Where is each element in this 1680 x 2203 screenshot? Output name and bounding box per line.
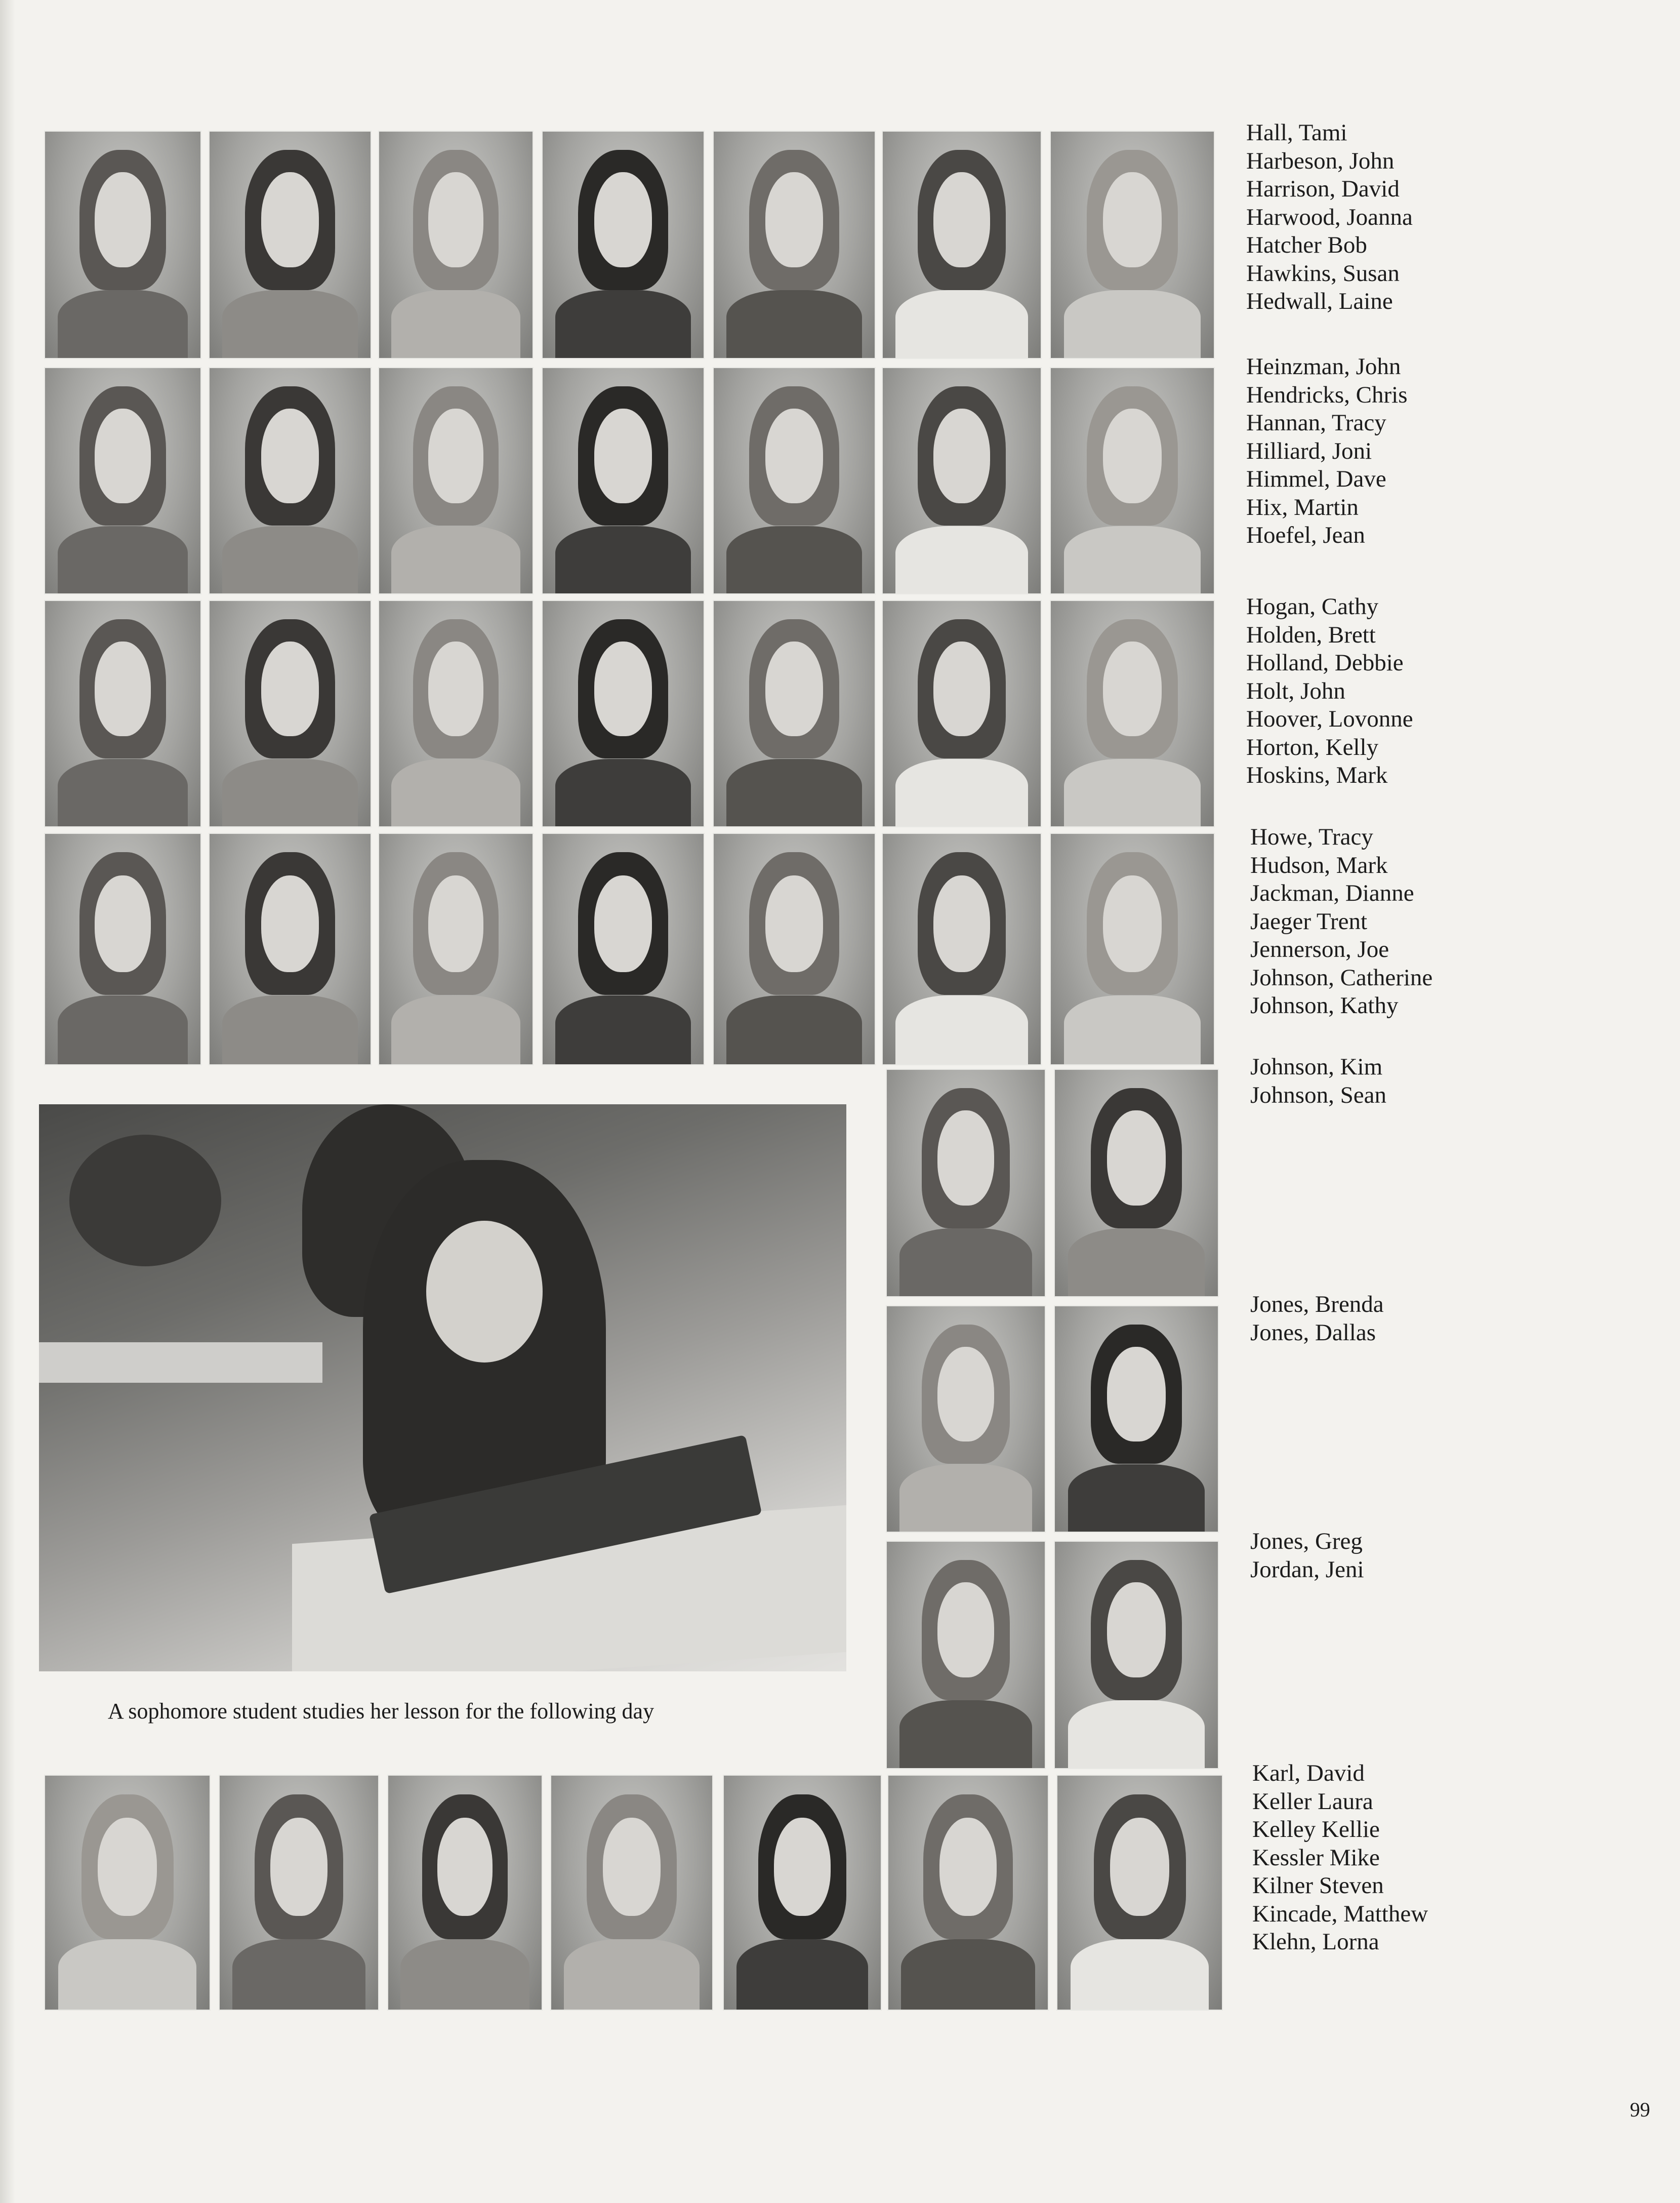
student-portrait [882, 367, 1042, 594]
name-group [1246, 119, 1509, 316]
student-portrait [378, 600, 534, 827]
student-name: Jordan, Jeni [1250, 1556, 1364, 1583]
student-name: Jackman, Dianne [1250, 880, 1414, 906]
student-portrait [1050, 600, 1215, 827]
student-name: Jaeger Trent [1250, 908, 1368, 935]
photo-caption: A sophomore student studies her lesson for the following day [108, 1699, 654, 1724]
student-name: Hogan, Cathy [1246, 593, 1379, 620]
student-name: Harrison, David [1246, 176, 1400, 202]
student-portrait [44, 131, 201, 359]
student-name: Hannan, Tracy [1246, 410, 1386, 436]
student-name: Keller Laura [1252, 1788, 1373, 1815]
student-name: Hix, Martin [1246, 494, 1359, 520]
student-portrait [1056, 1775, 1223, 2011]
name-group [1250, 1528, 1513, 1584]
student-name: Howe, Tracy [1250, 824, 1373, 850]
student-name: Holland, Debbie [1246, 650, 1404, 676]
student-portrait [209, 131, 372, 359]
student-name: Horton, Kelly [1246, 734, 1379, 760]
name-group [1252, 1759, 1515, 1956]
name-group [1250, 1053, 1513, 1109]
page-number: 99 [1630, 2098, 1650, 2121]
student-portrait [378, 367, 534, 594]
student-face [426, 1221, 543, 1363]
student-portrait [886, 1541, 1046, 1769]
student-name: Kilner Steven [1252, 1872, 1384, 1899]
student-name: Heinzman, John [1246, 353, 1401, 380]
student-portrait [542, 833, 705, 1065]
student-portrait [1054, 1305, 1219, 1533]
student-portrait [550, 1775, 713, 2011]
background-desk [39, 1342, 322, 1383]
student-name: Johnson, Catherine [1250, 964, 1433, 991]
name-group [1250, 1291, 1513, 1347]
student-name: Hedwall, Laine [1246, 288, 1393, 314]
student-portrait [542, 367, 705, 594]
student-name: Johnson, Kim [1250, 1054, 1383, 1080]
student-portrait [713, 833, 876, 1065]
student-portrait [1050, 833, 1215, 1065]
student-name: Hudson, Mark [1250, 852, 1388, 878]
student-portrait [44, 833, 201, 1065]
student-portrait [209, 367, 372, 594]
student-portrait [887, 1775, 1049, 2011]
student-name: Himmel, Dave [1246, 466, 1386, 492]
student-name: Hendricks, Chris [1246, 381, 1408, 408]
student-portrait [882, 600, 1042, 827]
student-portrait [882, 131, 1042, 359]
student-name: Kelley Kellie [1252, 1816, 1380, 1842]
student-portrait [1054, 1069, 1219, 1297]
student-name: Kincade, Matthew [1252, 1900, 1428, 1927]
candid-classroom-photo [39, 1104, 846, 1671]
student-portrait [44, 1775, 211, 2011]
student-name: Karl, David [1252, 1760, 1365, 1786]
student-name: Jones, Greg [1250, 1528, 1363, 1554]
student-name: Hoskins, Mark [1246, 762, 1388, 788]
student-portrait [44, 367, 201, 594]
student-name: Jones, Dallas [1250, 1319, 1376, 1346]
student-portrait [378, 833, 534, 1065]
student-name: Kessler Mike [1252, 1844, 1380, 1871]
student-portrait [886, 1069, 1046, 1297]
student-name: Johnson, Kathy [1250, 992, 1399, 1019]
student-portrait [713, 600, 876, 827]
student-portrait [209, 833, 372, 1065]
student-name: Holden, Brett [1246, 621, 1376, 648]
student-name: Hall, Tami [1246, 119, 1347, 146]
student-portrait [1050, 131, 1215, 359]
student-name: Harbeson, John [1246, 147, 1395, 174]
student-portrait [219, 1775, 379, 2011]
student-portrait [713, 131, 876, 359]
student-portrait [882, 833, 1042, 1065]
name-group [1246, 353, 1509, 550]
name-group [1246, 593, 1509, 790]
student-name: Hilliard, Joni [1246, 437, 1372, 464]
student-portrait [713, 367, 876, 594]
name-group [1250, 823, 1513, 1020]
student-name: Hoover, Lovonne [1246, 706, 1413, 732]
student-name: Holt, John [1246, 677, 1345, 704]
student-portrait [44, 600, 201, 827]
student-name: Hoefel, Jean [1246, 522, 1365, 548]
student-portrait [542, 131, 705, 359]
student-name: Jones, Brenda [1250, 1291, 1384, 1317]
binding-edge [0, 0, 15, 2203]
student-name: Hawkins, Susan [1246, 260, 1400, 287]
student-portrait [1050, 367, 1215, 594]
student-portrait [209, 600, 372, 827]
student-portrait [1054, 1541, 1219, 1769]
student-name: Hatcher Bob [1246, 232, 1367, 258]
student-name: Johnson, Sean [1250, 1082, 1386, 1108]
student-portrait [387, 1775, 543, 2011]
student-name: Klehn, Lorna [1252, 1929, 1379, 1955]
student-portrait [886, 1305, 1046, 1533]
student-portrait [542, 600, 705, 827]
student-name: Harwood, Joanna [1246, 204, 1413, 230]
background-student [69, 1135, 221, 1266]
student-name: Jennerson, Joe [1250, 936, 1389, 963]
student-portrait [723, 1775, 882, 2011]
student-portrait [378, 131, 534, 359]
